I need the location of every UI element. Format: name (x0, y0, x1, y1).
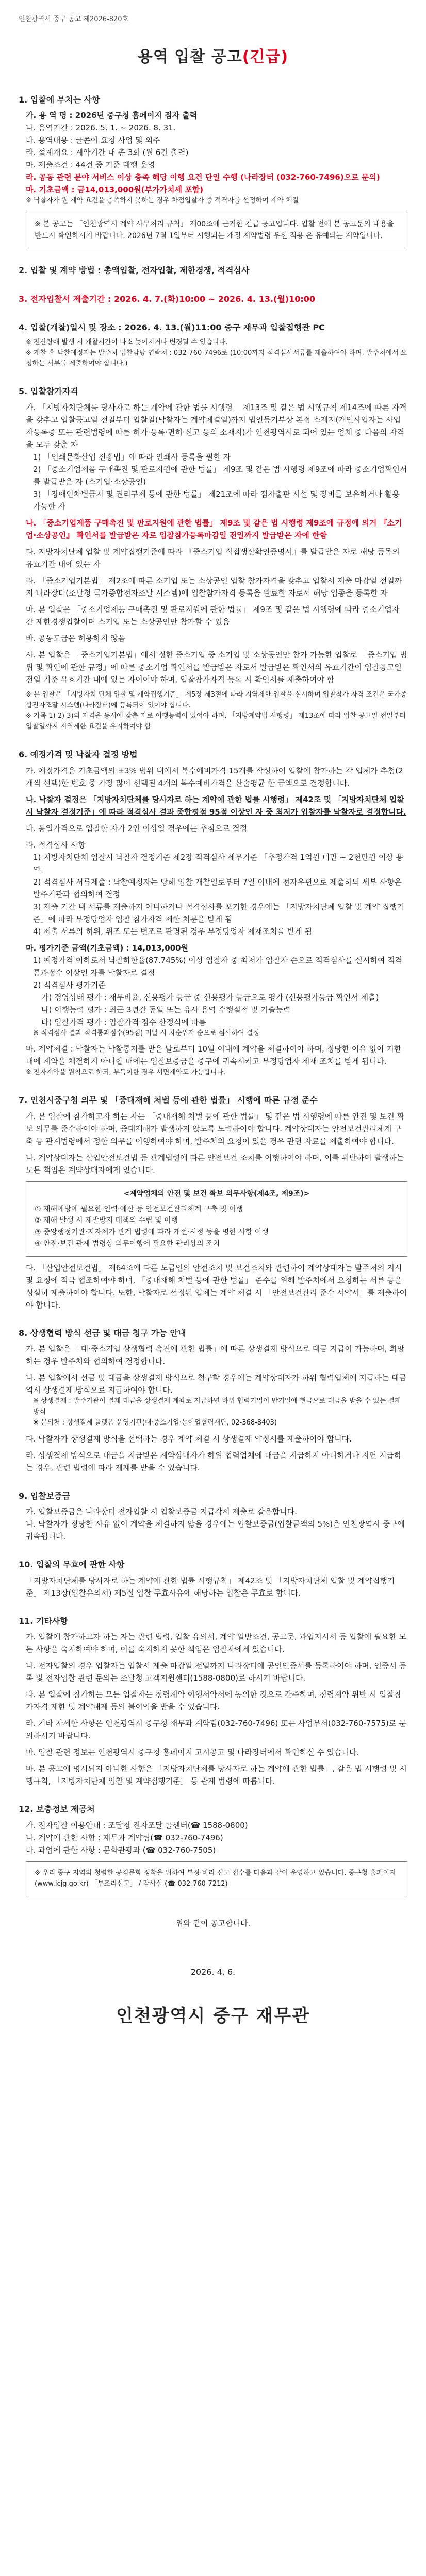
note-line: ※ 전산장애 발생 시 개찰시간이 다소 늦어지거나 변경될 수 있습니다. (26, 338, 228, 346)
section-bid-items (19, 93, 407, 248)
project-content: 다. 용역내용 : 글쓴이 요청 사업 및 외주 (26, 135, 160, 145)
decision-subitem: 1) 예정가격 이하로서 낙찰하한율(87.745%) 이상 입찰자 중 최저가 입찰자 순으로 적격심사를 실시하여 적격통과점수 이상인 자를 낙찰자로 결정 (33, 955, 403, 977)
safety-item: 나. 계약상대자는 산업안전보건법 등 관계법령에 따른 안전보건 조치를 이행하여야 하며, 이를 위반하여 발생하는 모든 책임은 계약상대자에게 있습니다. (26, 1153, 404, 1175)
project-period: 나. 용역기간 : 2026. 5. 1. ~ 2026. 8. 31. (26, 123, 176, 133)
other-item: 다. 본 입찰에 참가하는 모든 입찰자는 청렴계약 이행서약서에 동의한 것으로 간주하며, 청렴계약 위반 시 입찰참가자격 제한 및 계약해제 등의 불이익을 받을 수 있습니다. (26, 1690, 402, 1712)
qualification-item: 라. 「중소기업기본법」 제2조에 따른 소기업 또는 소상공인 입찰 참가자격을 갖추고 입찰서 제출 마감일 전일까지 나라장터(조달청 국가종합전자조달 시스템)에 입찰참가자격 등록을 완료한 자로서 해당 업종을 등록한 자 (26, 575, 402, 598)
note-line: ※ 낙찰자가 원 계약 요건을 충족하지 못하는 경우 차점입찰자 중 적격자를 선정하여 계약 체결 (26, 197, 299, 205)
section-payment (19, 1327, 407, 1474)
payment-item: 가. 본 입찰은 「대·중소기업 상생협력 촉진에 관한 법률」에 따른 상생결제 방식으로 대금 지급이 가능하며, 희망하는 경우 발주처와 협의하여 결정합니다. (26, 1344, 405, 1366)
section-heading: 1. 입찰에 부치는 사항 (19, 94, 100, 105)
other-item: 라. 기타 자세한 사항은 인천광역시 중구청 재무과 계약팀(032-760-7496) 또는 사업부서(032-760-7575)로 문의하시기 바랍니다. (26, 1719, 406, 1741)
decision-subitem: 3) 제출 기간 내 서류를 제출하지 아니하거나 적격심사를 포기한 경우에는 「지방자치단체 입찰 및 계약 집행기준」에 따라 부정당업자 입찰 참가자격 제한 처분을 받게 됨 (33, 902, 405, 924)
section-price-decision (19, 748, 407, 1078)
closing-statement: 위와 같이 공고합니다. (175, 1918, 251, 1928)
note-line: ※ 개찰 후 낙찰예정자는 발주처 입찰담당 연락처 : 032-760-7496로 (10:00까지 적격심사서류를 제출하여야 하며, 발주처에서 요청하는 서류를 제출하여야 합니다.) (26, 349, 407, 368)
safety-item: 가. 본 입찰에 참가하고자 하는 자는 「중대재해 처벌 등에 관한 법률」 및 같은 법 시행령에 따른 안전 및 보건 확보 의무를 준수하여야 하며, 중대재해가 발생하지 않도록 노력하여야 합니다. 계약상대자는 안전보건관리체계 구축 등 관계법령에서 정한 의무를 이행하여야 하며, 발주처의 요청이 있을 경우 관련 자료를 제출하여야 합니다. (26, 1111, 404, 1146)
section-opening-date (19, 321, 407, 369)
qualification-item: 가. 「지방자치단체를 당사자로 하는 계약에 관한 법률 시행령」 제13조 및 같은 법 시행규칙 제14조에 따른 자격을 갖추고 입찰공고일 전일부터 입찰일(낙찰자는 계약체결일)까지 법인등기부상 본점 소재지(개인사업자는 사업자등록증 또는 관련법령에 따른 허가·등록·면허·신고 등의 소재지)가 인천광역시로 되어 있는 업체 중 다음의 자격을 모두 갖춘 자 (26, 402, 407, 449)
decision-item: 다. 동일가격으로 입찰한 자가 2인 이상일 경우에는 추첨으로 결정 (26, 823, 248, 833)
decision-item: 바. 계약체결 : 낙찰자는 낙찰통지를 받은 날로부터 10일 이내에 계약을 체결하여야 하며, 정당한 이유 없이 기한 내에 계약을 체결하지 아니할 때에는 입찰보증금을 중구에 귀속시키고 부정당업자 제재 조치를 받게 됩니다. (26, 1044, 402, 1066)
section-heading: 11. 기타사항 (19, 1616, 68, 1626)
decision-item: 라. 적격심사 사항 (26, 840, 86, 850)
notice-date: 2026. 4. 6. (190, 1967, 236, 1977)
base-amount: 마. 기초금액 : 금14,013,000원(부가가치세 포함) (26, 185, 204, 195)
decision-item: 마. 평가기준 금액(기초금액) : 14,013,000원 (26, 943, 189, 953)
qualification-item: 바. 공동도급은 허용하지 않음 (26, 633, 125, 643)
qualification-item: 사. 본 입찰은 「중소기업기본법」에서 정한 중소기업 중 소기업 및 소상공인만 참가 가능한 입찰로 「중소기업 범위 및 확인에 관한 규정」에 따른 중소기업 확인서를 발급받은 자로서 발급받은 확인서의 유효기간이 입찰공고일 전일 기준 유효기간 내에 있는 자이어야 하며, 입찰참가자격 등록 시 확인서를 제출하여야 함 (26, 650, 407, 684)
note-line: ※ 전자계약을 원칙으로 하되, 부득이한 경우 서면계약도 가능합니다. (26, 1069, 226, 1077)
section-qualification (19, 385, 407, 733)
duty-item: ① 재해예방에 필요한 인력·예산 등 안전보건관리체계 구축 및 이행 (35, 1205, 243, 1214)
submit-condition: 마. 제출조건 : 44건 중 기준 대행 운영 (26, 160, 155, 170)
contact-item: 다. 과업에 관한 사항 : 문화관광과 (☎ 032-760-7505) (26, 1845, 216, 1855)
qualification-subitem: 2) 「중소기업제품 구매촉진 및 판로지원에 관한 법률」 제9조 및 같은 법 시행령 제9조에 따라 중소기업확인서를 발급받은 자 (소기업·소상공인) (33, 464, 407, 486)
page-title (19, 45, 407, 70)
note-line: ※ 적격심사 결과 적격통과점수(95점) 미달 시 차순위자 순으로 심사하여 결정 (33, 1029, 259, 1037)
section-bid-bond (19, 1489, 407, 1543)
section-other (19, 1615, 407, 1788)
section-heading: 6. 예정가격 및 낙찰자 결정 방법 (19, 749, 138, 759)
note-line: ※ 상생결제 : 발주기관이 결제 대금을 상생결제 계좌로 지급하면 하위 협력기업이 만기일에 현금으로 대금을 받을 수 있는 결제 방식 (33, 1397, 401, 1416)
section-invalid-bid (19, 1558, 407, 1599)
project-outline: 라. 설계개요 : 계약기간 내 총 3회 (월 6건 출력) (26, 148, 189, 158)
safety-duty-box (26, 1181, 407, 1257)
decision-item: 나. 낙찰자 결정은 「지방자치단체를 당사자로 하는 계약에 관한 법률 시행령」 제42조 및 「지방자치단체 입찰시 낙찰자 결정기준」에 따라 적격심사 결과 종합평점 95점 이상인 자 중 최저가 입찰자를 낙찰자로 결정합니다. (26, 794, 406, 817)
contact-item: 나. 계약에 관한 사항 : 재무과 계약팀(☎ 032-760-7496) (26, 1833, 223, 1843)
decision-subitem: 2) 적격심사 평가기준 (33, 980, 106, 990)
section-bid-method (19, 264, 407, 277)
section-contacts (19, 1803, 407, 1896)
qualification-subitem: 3) 「장애인차별금지 및 권리구제 등에 관한 법률」 제21조에 따라 점자출판 시설 및 장비를 보유하거나 활용 가능한 자 (33, 489, 400, 511)
duty-item: ③ 중앙행정기관·지자체가 관계 법령에 따라 개선·시정 등을 명한 사항 이행 (35, 1228, 269, 1236)
safety-item: 다. 「산업안전보건법」 제64조에 따른 도급인의 안전조치 및 보건조치와 관련하여 계약상대자는 발주처의 지시 및 요청에 적극 협조하여야 하며, 「중대재해 처벌 등에 관한 법률」 준수를 위해 발주처에서 요청하는 서류 등을 성실히 제출하여야 합니다. 또한, 낙찰자로 선정된 업체는 계약 체결 시 「안전보건관리 준수 서약서」를 제출하여야 합니다. (26, 1263, 407, 1310)
integrity-notice-box: ※ 우리 중구 지역의 청렴한 공직문화 정착을 위하여 부정·비리 신고 접수를 다음과 같이 운영하고 있습니다. 중구청 홈페이지(www.icjg.go.kr) 「부조리신고」 / 감사실 (☎ 032-760-7212) (26, 1861, 407, 1896)
qualification-item: 다. 지방자치단체 입찰 및 계약집행기준에 따라 『중소기업 직접생산확인증명서』를 발급받은 자로 해당 품목의 유효기간 내에 있는 자 (26, 547, 400, 569)
decision-subitem: 가) 경영상태 평가 : 재무비율, 신용평가 등급 중 신용평가 등급으로 평가 (신용평가등급 확인서 제출) (41, 992, 379, 1002)
note-line: ※ 가목 1) 2) 3)의 자격을 동시에 갖춘 자로 이행능력이 있어야 하며, 「지방계약법 시행령」 제13조에 따라 입찰 공고일 전일부터 입찰일까지 지역제한 요건을 유지하여야 함 (26, 712, 406, 731)
other-item: 나. 전자입찰의 경우 입찰자는 입찰서 제출 마감일 전일까지 나라장터에 공인인증서를 등록하여야 하며, 인증서 등록 및 전자입찰 관련 문의는 조달청 고객지원센터(1588-0800)로 하시기 바랍니다. (26, 1661, 407, 1683)
qualification-item: 나. 「중소기업제품 구매촉진 및 판로지원에 관한 법률」 제9조 및 같은 법 시행령 제9조에 규정에 의거 『소기업·소상공인』 확인서를 발급받은 자로 입찰참가등록마감일 전일까지 발급받은 자에 한함 (26, 518, 402, 540)
invalid-item: 「지방자치단체를 당사자로 하는 계약에 관한 법률 시행규칙」 제42조 및 「지방자치단체 입찰 및 계약집행기준」 제13장(입찰유의서) 제5절 입찰 무효사유에 해당하는 입찰은 무효로 합니다. (26, 1575, 395, 1598)
duty-item: ④ 안전·보건 관계 법령상 의무이행에 필요한 관리상의 조치 (35, 1240, 220, 1248)
notice-box: ※ 본 공고는 「인천광역시 계약 사무처리 규칙」 제00조에 근거한 긴급 공고입니다. 입찰 전에 본 공고문의 내용을 반드시 확인하시기 바랍니다. 2026년 7월 1일부터 시행되는 개정 계약법령 우선 적용 은 유예되는 계약입니다. (26, 212, 407, 248)
section-safety (19, 1094, 407, 1311)
title-main: 용역 입찰 공고 (137, 47, 242, 66)
note-line: ※ 문의처 : 상생결제 플랫폼 운영기관(대·중소기업·농어업협력재단, 02-368-8403) (33, 1418, 277, 1427)
decision-subitem: 2) 적격심사 서류제출 : 낙찰예정자는 당해 입찰 개찰일로부터 7일 이내에 전자우편으로 제출하되 세부 사항은 발주기관과 협의하여 결정 (33, 877, 402, 899)
qualification-item: 마. 본 입찰은 「중소기업제품 구매촉진 및 판로지원에 관한 법률」 제9조 및 같은 법 시행령에 따라 중소기업자 간 제한경쟁입찰이며 소기업 또는 소상공인만 참가할 수 있음 (26, 604, 400, 626)
decision-subitem: 나) 이행능력 평가 : 최근 3년간 동일 또는 유사 용역 수행실적 및 기술능력 (41, 1005, 291, 1014)
decision-subitem: 4) 제출 서류의 허위, 위조 또는 변조로 판명된 경우 부정당업자 제재조치를 받게 됨 (33, 926, 313, 936)
document-number: 인천광역시 중구 공고 제2026-820호 (19, 15, 129, 23)
other-item: 바. 본 공고에 명시되지 아니한 사항은 「지방자치단체를 당사자로 하는 계약에 관한 법률」, 같은 법 시행령 및 시행규칙, 「지방자치단체 입찰 및 계약집행기준」 등 관계 법령에 따릅니다. (26, 1764, 407, 1786)
section-heading: 7. 인천시중구청 의무 및 「중대재해 처벌 등에 관한 법률」 시행에 따른 규정 준수 (19, 1095, 318, 1106)
section-heading: 3. 전자입찰서 제출기간 : 2026. 4. 7.(화)10:00 ~ 2026. 4. 13.(월)10:00 (19, 294, 316, 304)
qualification-subitem: 1) 「인쇄문화산업 진흥법」에 따라 인쇄사 등록을 필한 자 (33, 452, 231, 462)
payment-item: 나. 본 입찰에서 선금 및 대금을 상생결제 방식으로 청구할 경우에는 계약상대자가 하위 협력업체에 지급하는 대금 역시 상생결제 방식으로 지급하여야 합니다. (26, 1373, 407, 1395)
section-heading: 4. 입찰(개찰)일시 및 장소 : 2026. 4. 13.(월)11:00 중구 재무과 입찰집행관 PC (19, 323, 325, 333)
box-title: <계약업체의 안전 및 보건 확보 의무사항(제4조, 제9조)> (123, 1189, 310, 1198)
note-line: ※ 본 입찰은 「지방자치 단체 입찰 및 계약집행기준」 제5장 제3절에 따라 지역제한 입찰을 실시하며 입찰참가 자격 조건은 국가종합전자조달 시스템(나라장터)에 등록되어 있어야 합니다. (26, 690, 407, 709)
bond-item: 가. 입찰보증금은 나라장터 전자입찰 시 입찰보증금 지급각서 제출로 갈음합니다. (26, 1507, 297, 1517)
project-name: 가. 용 역 명 : 2026년 중구청 홈페이지 점자 출력 (26, 111, 198, 121)
other-item: 가. 입찰에 참가하고자 하는 자는 관련 법령, 입찰 유의서, 계약 일반조건, 공고문, 과업지시서 등 입찰에 필요한 모든 사항을 숙지하여야 하며, 이를 숙지하지 못한 책임은 입찰자에게 있습니다. (26, 1632, 406, 1654)
section-heading: 10. 입찰의 무효에 관한 사항 (19, 1560, 125, 1570)
decision-item: 가. 예정가격은 기초금액의 ±3% 범위 내에서 복수예비가격 15개를 작성하여 입찰에 참가하는 각 업체가 추첨(2개씩 선택)한 번호 중 가장 많이 선택된 4개의 복수예비가격을 산술평균 한 금액으로 결정합니다. (26, 766, 403, 788)
bond-item: 나. 낙찰자가 정당한 사유 없이 계약을 체결하지 않을 경우에는 입찰보증금(입찰금액의 5%)은 인천광역시 중구에 귀속됩니다. (26, 1519, 405, 1541)
section-heading: 2. 입찰 및 계약 방법 : 총액입찰, 전자입찰, 제한경쟁, 적격심사 (19, 265, 250, 275)
decision-subitem: 다) 입찰가격 평가 : 입찰가격 점수 산정식에 따름 (41, 1017, 206, 1027)
section-submission-period (19, 293, 407, 306)
title-emphasis: (긴급) (242, 47, 289, 66)
payment-item: 라. 상생결제 방식으로 대금을 지급받은 계약상대자가 하위 협력업체에 대금을 지급하지 아니하거나 지연 지급하는 경우, 관련 법령에 따라 제재를 받을 수 있습니다. (26, 1450, 402, 1472)
contact-item: 가. 전자입찰 이용안내 : 조달청 전자조달 콜센터(☎ 1588-0800) (26, 1821, 248, 1831)
section-heading: 12. 보충정보 제공처 (19, 1804, 95, 1815)
decision-subitem: 1) 지방자치단체 입찰시 낙찰자 결정기준 제2장 적격심사 세부기준 「추정가격 1억원 미만 ~ 2천만원 이상 용역」 (33, 852, 403, 874)
section-heading: 8. 상생협력 방식 선금 및 대금 청구 가능 안내 (19, 1328, 186, 1338)
issuer-name: 인천광역시 중구 재무관 (116, 2006, 310, 2027)
payment-item: 다. 낙찰자가 상생결제 방식을 선택하는 경우 계약 체결 시 상생결제 약정서를 제출하여야 합니다. (26, 1434, 352, 1444)
other-item: 마. 입찰 관련 정보는 인천광역시 중구청 홈페이지 고시공고 및 나라장터에서 확인하실 수 있습니다. (26, 1748, 359, 1757)
requirement-line: 라. 공동 관련 분야 서비스 이상 충족 해당 이행 요건 단일 수행 (나라장터 (032-760-7496)으로 문의) (26, 173, 380, 182)
duty-item: ② 재해 발생 시 재발방지 대책의 수립 및 이행 (35, 1216, 178, 1225)
section-heading: 9. 입찰보증금 (19, 1490, 71, 1501)
section-heading: 5. 입찰참가자격 (19, 386, 78, 397)
